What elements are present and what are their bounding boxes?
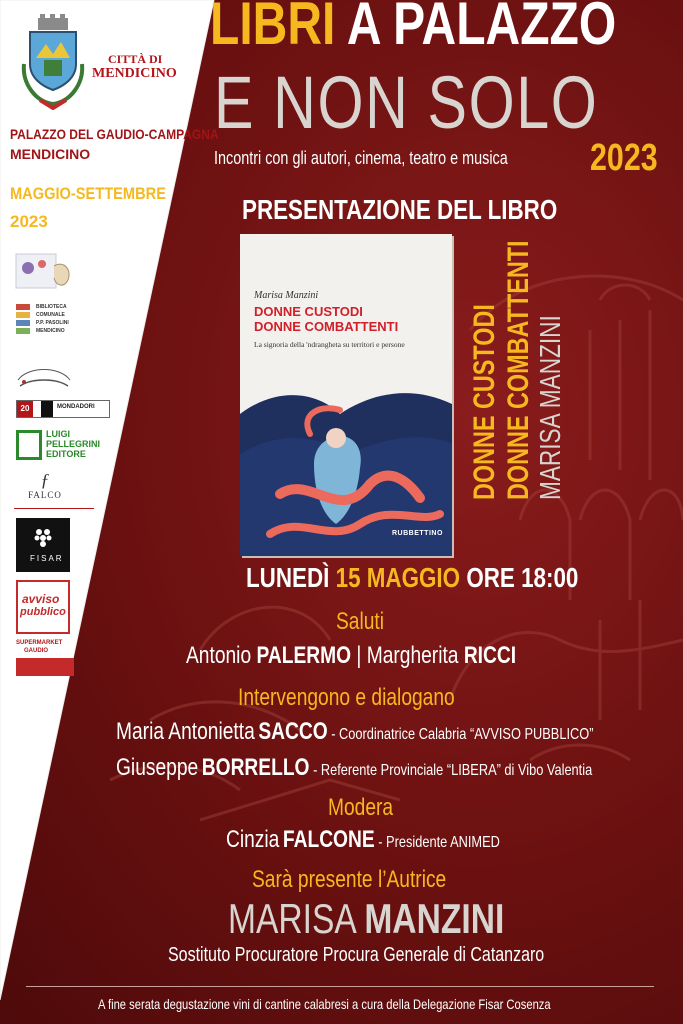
dates-line1: MAGGIO-SETTEMBRE (10, 184, 166, 203)
books-stack-icon (14, 300, 34, 342)
biblioteca-text-line3: P.P. PASOLINI (36, 320, 69, 326)
saluti-name1-first: Antonio (186, 642, 252, 669)
associazione-culturale-logo (14, 362, 74, 392)
fisar-logo (16, 518, 70, 572)
book-cover-title-line2: DONNE COMBATTENTI (254, 319, 399, 334)
saluti-name2-last: RICCI (463, 642, 517, 669)
city-label-line2: MENDICINO (92, 66, 177, 81)
moderator-last: FALCONE (282, 826, 375, 853)
speaker2-last: BORRELLO (201, 754, 310, 781)
supermarket-banner (16, 658, 74, 676)
vertical-title-line2: DONNE COMBATTENTI (502, 240, 535, 500)
dates-line2: 2023 (10, 212, 48, 231)
book-cover-title-line1: DONNE CUSTODI (254, 304, 363, 319)
title-word-a-palazzo: A PALAZZO (346, 0, 617, 57)
biblioteca-text-line1: BIBLIOTECA (36, 304, 67, 310)
book-cover-publisher: RUBBETTINO (392, 530, 443, 537)
autrice-role: Sostituto Procuratore Procura Generale di Catanzaro (168, 944, 545, 966)
mendicino-coat-of-arms-icon (16, 14, 90, 110)
falco-f-icon: ƒ (40, 470, 50, 490)
speaker1-role: - Coordinatrice Calabria “AVVISO PUBBLICO” (331, 726, 594, 743)
falco-logo (20, 470, 70, 504)
partner-logo-illustration (14, 250, 74, 292)
supermarket-text-line1: SUPERMARKET (16, 640, 63, 646)
moderator (226, 826, 500, 854)
vertical-author: MARISA MANZINI (535, 315, 567, 500)
speaker2-first: Giuseppe (116, 754, 199, 781)
event-time: 18:00 (521, 562, 579, 593)
subtitle: Incontri con gli autori, cinema, teatro e musica (214, 148, 508, 168)
mondadori-name: MONDADORI (57, 404, 95, 410)
event-ore: ORE (466, 562, 515, 593)
pellegrini-mark-icon (16, 430, 42, 460)
grape-icon (33, 526, 53, 550)
footer-divider (26, 986, 654, 987)
main-title-line1 (210, 0, 617, 57)
event-day: LUNEDÌ (246, 562, 330, 593)
pellegrini-text-line1: LUIGI (46, 429, 70, 439)
interv-label: Intervengono e dialogano (238, 684, 455, 711)
saluti-name2-first: Margherita (366, 642, 459, 669)
saluti-label: Saluti (336, 608, 385, 635)
vertical-title-line1: DONNE CUSTODI (468, 304, 501, 500)
saluti-names (186, 642, 516, 670)
speaker2 (116, 754, 592, 782)
sponsor-divider (14, 508, 94, 509)
main-title-line2: E NON SOLO (214, 61, 599, 144)
biblioteca-text-line2: COMUNALE (36, 312, 65, 318)
book-cover-illustration (240, 374, 452, 556)
fisar-name: FISAR (30, 554, 64, 563)
pellegrini-logo (16, 428, 101, 462)
book-cover-subtitle: La signoria della 'ndrangheta su territori e persone (254, 340, 405, 349)
footer-note: A fine serata degustazione vini di cantine calabresi a cura della Delegazione Fisar Cosenza (98, 996, 551, 1012)
speaker1 (116, 718, 593, 746)
falco-name: FALCO (28, 490, 62, 500)
pellegrini-text-line2: PELLEGRINI (46, 439, 101, 449)
event-date-num: 15 MAGGIO (335, 562, 461, 593)
city-label-line1: CITTÀ DI (108, 52, 163, 66)
title-word-libri: LIBRI (210, 0, 336, 57)
book-cover-author: Marisa Manzini (254, 290, 319, 301)
mondadori-mark-icon (41, 401, 53, 417)
autrice-name (228, 896, 504, 942)
speaker2-role: - Referente Provinciale “LIBERA” di Vibo Valentia (313, 762, 593, 779)
autrice-last: MANZINI (364, 895, 505, 942)
biblioteca-text-line4: MENDICINO (36, 328, 65, 334)
avviso-pubblico-logo (16, 580, 70, 634)
autrice-label: Sarà presente l’Autrice (252, 866, 447, 893)
pellegrini-text-line3: EDITORE (46, 449, 86, 459)
section-heading: PRESENTAZIONE DEL LIBRO (242, 194, 558, 225)
biblioteca-logo (14, 300, 78, 342)
mondadori-badge: 20 (17, 401, 33, 417)
speaker1-first: Maria Antonietta (116, 718, 255, 745)
speaker1-last: SACCO (258, 718, 328, 745)
autrice-first: MARISA (228, 895, 355, 942)
event-date (246, 562, 578, 594)
year: 2023 (590, 137, 658, 179)
modera-label: Modera (328, 794, 394, 821)
moderator-first: Cinzia (226, 826, 280, 853)
moderator-role: - Presidente ANIMED (378, 834, 500, 851)
saluti-name1-last: PALERMO (256, 642, 352, 669)
venue-line1: PALAZZO DEL GAUDIO-CAMPAGNA (10, 126, 219, 142)
venue-line2: MENDICINO (10, 146, 91, 162)
mondadori-logo (16, 400, 110, 418)
book-cover (240, 234, 452, 556)
supermarket-gaudio-logo (16, 640, 74, 678)
avviso-text-line1: avviso (22, 592, 60, 606)
supermarket-text-line2: GAUDIO (24, 648, 48, 654)
saluti-separator: | (356, 642, 362, 669)
avviso-text-line2: pubblico (20, 606, 66, 618)
